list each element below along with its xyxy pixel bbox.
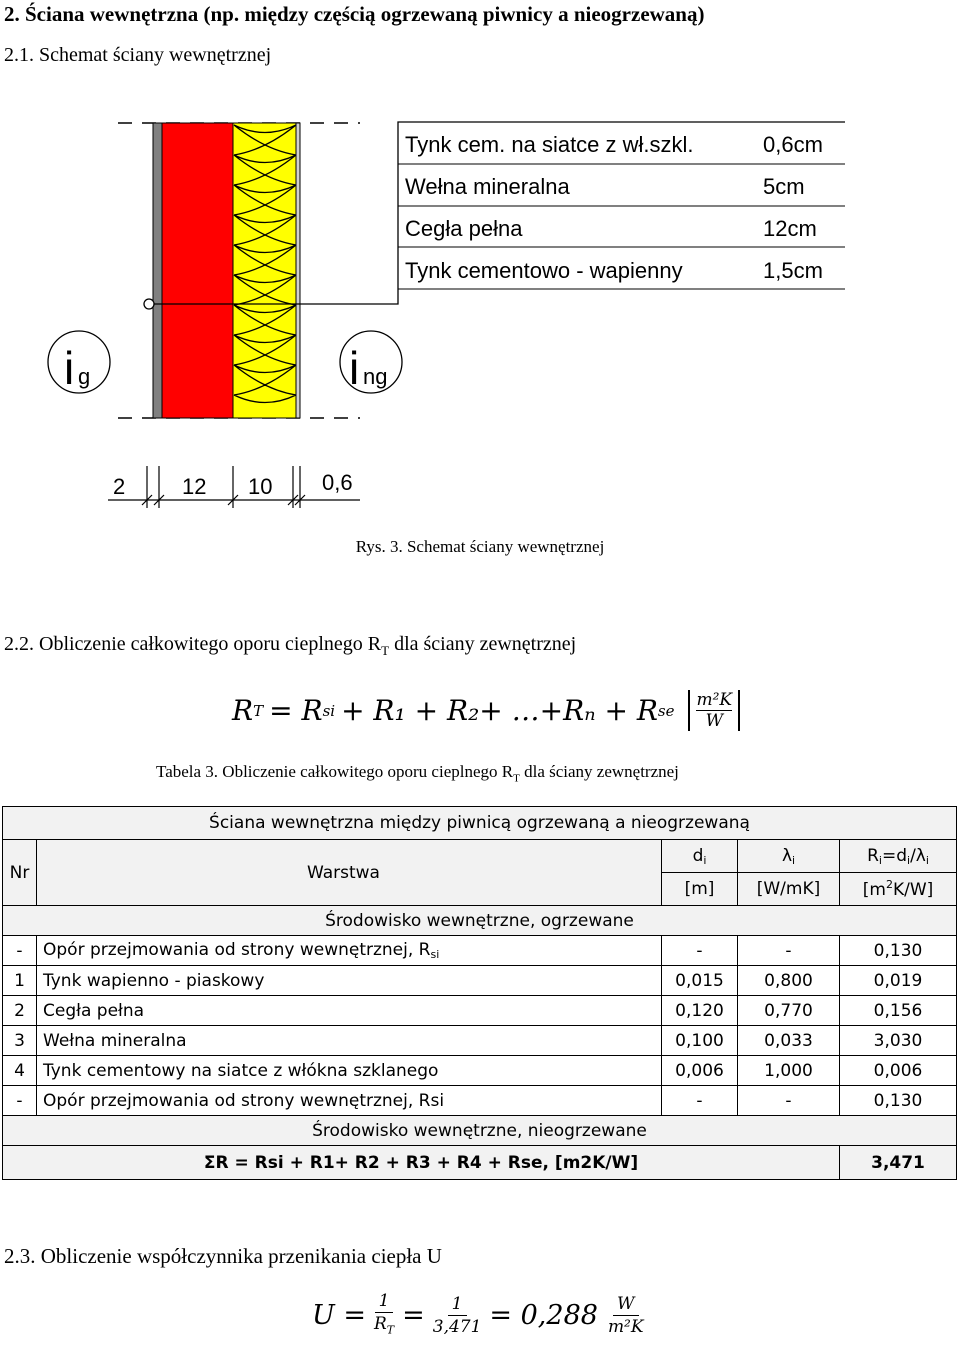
- table-row: 2 Cegła pełna 0,120 0,770 0,156: [3, 996, 957, 1026]
- col-layer: Warstwa: [37, 840, 662, 906]
- dim-label: 0,6: [322, 470, 353, 495]
- legend-name: Tynk cem. na siatce z wł.szkl.: [405, 132, 694, 157]
- sum-value: 3,471: [840, 1146, 957, 1180]
- table-row: 4 Tynk cementowy na siatce z włókna szklanego 0,006 1,000 0,006: [3, 1056, 957, 1086]
- sum-label: ΣR = Rsi + R1+ R2 + R3 + R4 + Rse, [m2K/W]: [3, 1146, 840, 1180]
- env-outside: Środowisko wewnętrzne, nieogrzewane: [3, 1116, 957, 1146]
- unit-d: [m]: [662, 873, 738, 906]
- col-d: $d_i$: [662, 840, 738, 873]
- unit-lambda: [W/mK]: [738, 873, 840, 906]
- dim-label: 12: [182, 474, 207, 499]
- legend-table: [405, 132, 823, 283]
- legend-name: Tynk cementowo - wapienny: [405, 258, 683, 283]
- legend-thickness: 1,5cm: [763, 258, 823, 283]
- brick-layer: [162, 123, 233, 418]
- marker-ing: [340, 331, 402, 394]
- figure-caption: Rys. 3. Schemat ściany wewnętrznej: [355, 537, 605, 556]
- legend-thickness: 0,6cm: [763, 132, 823, 157]
- table-row: - Opór przejmowania od strony wewnętrznej, $R_{si}$ - - 0,130: [3, 936, 957, 966]
- env-inside: Środowisko wewnętrzne, ogrzewane: [3, 906, 957, 936]
- svg-text:ng: ng: [363, 364, 388, 389]
- outer-plaster-layer: [296, 123, 300, 418]
- subsection-rt-title: 2.2. Obliczenie całkowitego oporu cieplnego $R_T$ dla ściany zewnętrznej: [4, 633, 577, 658]
- u-formula: U = $\frac{1}{R_T}$ = $\frac{1}{3,471}$ = 0,288 W m²K: [312, 1291, 644, 1338]
- table-title: Ściana wewnętrzna między piwnicą ogrzewaną a nieogrzewaną: [3, 807, 957, 840]
- table-row: - Opór przejmowania od strony wewnętrznej, Rsi - - 0,130: [3, 1086, 957, 1116]
- svg-text:i: i: [349, 342, 360, 394]
- dim-label: 10: [248, 474, 273, 499]
- col-nr: Nr: [3, 840, 37, 906]
- table-caption: Tabela 3. Obliczenie całkowitego oporu cieplnego $R_T$ dla ściany zewnętrznej: [156, 762, 679, 785]
- section-title: 2. Ściana wewnętrzna (np. między częścią ogrzewaną piwnicy a nieogrzewaną): [4, 2, 705, 26]
- table-row: 1 Tynk wapienno - piaskowy 0,015 0,800 0,019: [3, 966, 957, 996]
- legend-name: Cegła pełna: [405, 216, 523, 241]
- wall-diagram: [0, 100, 960, 520]
- col-lambda: $\lambda_i$: [738, 840, 840, 873]
- dim-label: 2: [113, 474, 126, 499]
- marker-ig: [48, 331, 110, 394]
- unit-r: $[m^2K/W]$: [840, 873, 957, 906]
- subsection-schema-title: 2.1. Schemat ściany wewnętrznej: [4, 44, 272, 66]
- subsection-u-title: 2.3. Obliczenie współczynnika przenikania ciepła U: [4, 1244, 442, 1268]
- col-r: $R_i=d_i/\lambda_i$: [840, 840, 957, 873]
- legend-thickness: 5cm: [763, 174, 805, 199]
- svg-text:i: i: [64, 342, 75, 394]
- table-row: 3 Wełna mineralna 0,100 0,033 3,030: [3, 1026, 957, 1056]
- legend-name: Wełna mineralna: [405, 174, 570, 199]
- svg-text:g: g: [78, 364, 91, 389]
- legend-thickness: 12cm: [763, 216, 817, 241]
- resistance-table: [2, 806, 957, 1180]
- wool-layer: [233, 123, 296, 418]
- rt-formula: R T = R si + R₁ + R₂+ …+Rₙ + R se m²K W: [232, 690, 740, 731]
- plaster-layer: [153, 123, 162, 418]
